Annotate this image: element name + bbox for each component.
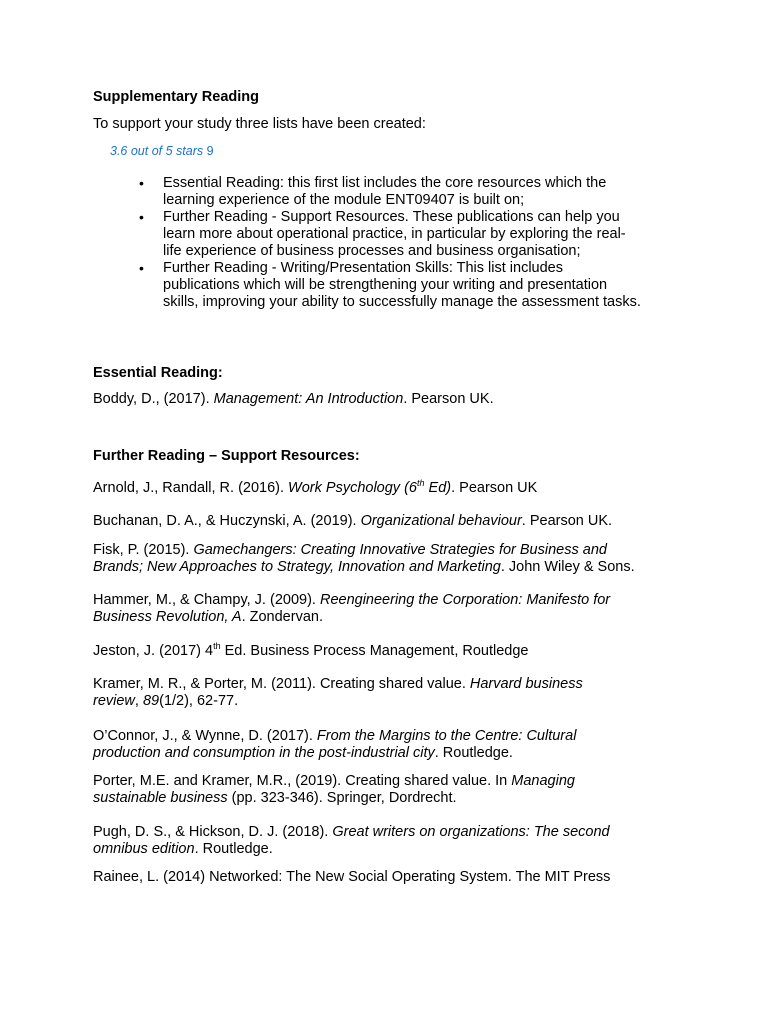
rating-line	[110, 143, 214, 159]
reference-buchanan: Buchanan, D. A., & Huczynski, A. (2019). Organizational behaviour. Pearson UK.	[93, 513, 613, 529]
reference-pugh: Pugh, D. S., & Hickson, D. J. (2018). Great writers on organizations: The second omnibus edition. Routledge.	[93, 824, 610, 857]
reference-boddy: Boddy, D., (2017). Management: An Introduction. Pearson UK.	[93, 391, 494, 407]
reading-lists	[137, 175, 723, 311]
further-heading: Further Reading – Support Resources:	[93, 448, 360, 464]
reference-porter: Porter, M.E. and Kramer, M.R., (2019). Creating shared value. In Managing sustainable business (pp. 323-346). Springer, Dordrecht.	[93, 773, 575, 806]
supplementary-heading: Supplementary Reading	[93, 89, 259, 105]
list-item: • Further Reading - Writing/Presentation Skills: This list includes publications which will be strengthening your writing and presentation skills, improving your ability to successfully manage the assessment tasks.	[163, 260, 723, 311]
essential-heading: Essential Reading:	[93, 365, 223, 381]
reference-rainee: Rainee, L. (2014) Networked: The New Social Operating System. The MIT Press	[93, 869, 611, 885]
list-item: • Essential Reading: this first list includes the core resources which the learning experience of the module ENT09407 is built on;	[163, 175, 723, 209]
reference-arnold: Arnold, J., Randall, R. (2016). Work Psychology (6th Ed). Pearson UK	[93, 478, 538, 496]
supplementary-intro: To support your study three lists have been created:	[93, 116, 426, 132]
reference-oconnor: O’Connor, J., & Wynne, D. (2017). From the Margins to the Centre: Cultural production and consumption in the post-industrial city. Routledge.	[93, 728, 577, 761]
reference-kramer: Kramer, M. R., & Porter, M. (2011). Creating shared value. Harvard business review, 89(1/2), 62-77.	[93, 676, 583, 709]
list-item: • Further Reading - Support Resources. These publications can help you learn more about operational practice, in particular by exploring the real- life experience of business processes and business organisation;	[163, 209, 723, 260]
reference-fisk: Fisk, P. (2015). Gamechangers: Creating Innovative Strategies for Business and Brands; New Approaches to Strategy, Innovation and Marketing. John Wiley & Sons.	[93, 542, 635, 575]
reference-jeston: Jeston, J. (2017) 4th Ed. Business Process Management, Routledge	[93, 641, 529, 659]
rating-stars: 3.6 out of 5 stars	[110, 144, 204, 158]
rating-count: 9	[206, 144, 214, 158]
reference-hammer: Hammer, M., & Champy, J. (2009). Reengineering the Corporation: Manifesto for Business Revolution, A. Zondervan.	[93, 592, 611, 625]
